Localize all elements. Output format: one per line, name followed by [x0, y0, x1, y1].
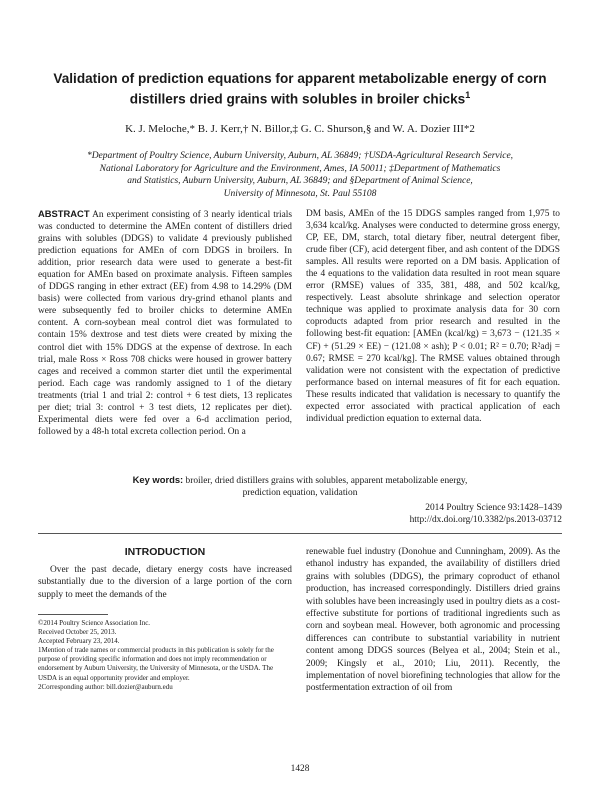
affiliation-line: University of Minnesota, St. Paul 55108: [223, 188, 377, 199]
abstract-left-column: [38, 208, 292, 438]
journal-reference: 2014 Poultry Science 93:1428–1439: [425, 503, 562, 513]
received-date: Received October 25, 2013.: [38, 628, 117, 637]
page-number: 1428: [290, 764, 310, 774]
accepted-date: Accepted February 23, 2014.: [38, 637, 120, 646]
footnote-1: 1Mention of trade names or commercial products in this publication is solely for the purpose of providing specific information and does not imply recommendation or endorsement by Auburn University, the University of Minnesota, or the USDA. The USDA is an equal opportunity provider and employer.: [38, 646, 274, 682]
section-divider: [38, 533, 562, 534]
affiliation-line: and Statistics, Auburn University, Auburn, AL 36849; and §Department of Animal Science,: [127, 176, 473, 187]
abstract-heading: ABSTRACT: [38, 208, 90, 219]
keywords-line-2: prediction equation, validation: [242, 488, 358, 498]
affiliation-line: *Department of Poultry Science, Auburn University, Auburn, AL 36849; †USDA-Agricultural Research Service,: [86, 151, 514, 161]
copyright-notice: ©2014 Poultry Science Association Inc.: [38, 619, 151, 627]
title-footnote-mark: 1: [465, 90, 471, 100]
keywords-label: Key words:: [132, 474, 184, 485]
title-line-1: Validation of prediction equations for apparent metabolizable energy of corn: [53, 71, 547, 86]
affiliation-line: National Laboratory for Agriculture and the Environment, Ames, IA 50011; ‡Department of Mathematics: [99, 163, 501, 174]
doi-link[interactable]: http://dx.doi.org/10.3382/ps.2013-03712: [409, 515, 562, 525]
footnotes: [38, 619, 292, 692]
journal-citation: [410, 502, 562, 526]
author-list: K. J. Meloche,* B. J. Kerr,† N. Billor,‡ G. C. Shurson,§ and W. A. Dozier III*2: [125, 123, 475, 135]
footnote-2: 2Corresponding author: bill.dozier@auburn.edu: [38, 682, 173, 691]
abstract-right-column: DM basis, AMEn of the 15 DDGS samples ranged from 1,975 to 3,634 kcal/kg. Analyses were conducted to determine gross energy, CP, EE, DM, starch, total dietary fiber, neutral detergent fiber, crude fiber (CF), acid detergent fiber, and ash content of the DDGS samples. All results were reported on a DM basis. Application of the 4 equations to the validation data resulted in root mean square error (RMSE) values of 335, 381, 488, and 502 kcal/kg, respectively. Least absolute shrinkage and selection operator technique was applied to proximate analysis data for 30 corn coproducts adapted from prior research and resulted in the following best-fit equation: [AMEn (kcal/kg) = 3,673 − (121.35 × CF) + (51.29 × EE) − (121.08 × ash); P < 0.01; R² = 0.70; R²adj = 0.67; RMSE = 270 kcal/kg]. The RMSE values obtained through validation were not consistent with the expectation of predictive performance based on internal measures of fit for each equation. These results indicated that validation is necessary to quantify the expected error associated with practical application of each individual prediction equation to external data.: [306, 209, 560, 424]
footnote-divider: [38, 614, 108, 615]
affiliations: [40, 150, 560, 200]
introduction-right-text: renewable fuel industry (Donohue and Cunningham, 2009). As the ethanol industry has expanded, the availability of distillers dried grains with solubles (DDGS), the primary coproduct of ethanol production, has increased correspondingly. Distillers dried grains with solubles have been increasingly used in poultry diets as a cost-effective substitute for portions of traditional ingredients such as corn and soybean meal. However, both agronomic and processing differences can contribute to substantial variability in nutrient content among DDGS sources (Belyea et al., 2004; Stein et al., 2009; Kingsly et al., 2010; Liu, 2011). Recently, the implementation of novel biorefining technologies that allow for the postfermentation extraction of oil from: [306, 547, 560, 694]
article-title: [30, 70, 570, 108]
keywords-line-1: broiler, dried distillers grains with solubles, apparent metabolizable energy,: [185, 476, 468, 486]
introduction-left-text: Over the past decade, dietary energy costs have increased substantially due to the diversion of a large portion of the corn supply to meet the demands of the: [38, 565, 292, 600]
abstract-text-left: An experiment consisting of 3 nearly identical trials was conducted to determine the AMEn content of distillers dried grains with solubles (DDGS) to validate 4 previously published prediction equations for AMEn of corn DDGS in broilers. In addition, prior research data were used to generate a best-fit equation for AMEn based on proximate analysis. Fifteen samples of DDGS ranging in ether extract (EE) from 4.98 to 14.29% (DM basis) were collected from various dry-grind ethanol plants and were subsequently fed to broiler chicks to determine AMEn content. A corn-soybean meal control diet was formulated to contain 15% dextrose and test diets were created by mixing the control diet with 15% DDGS at the expense of dextrose. In each trial, male Ross × Ross 708 chicks were housed in grower battery cages and received a common starter diet until the experimental period. Each cage was randomly assigned to 1 of the dietary treatments (trial 1 and trial 2: control + 6 test diets, 13 replicates per diet; trial 3: control + 3 test diets, 12 replicates per diet). Experimental diets were fed over a 6-d acclimation period, followed by a 48-h total excreta collection period. On a: [38, 210, 293, 437]
introduction-heading: INTRODUCTION: [124, 546, 206, 558]
keywords: [60, 474, 540, 499]
title-line-2: distillers dried grains with solubles in broiler chicks: [129, 91, 466, 107]
